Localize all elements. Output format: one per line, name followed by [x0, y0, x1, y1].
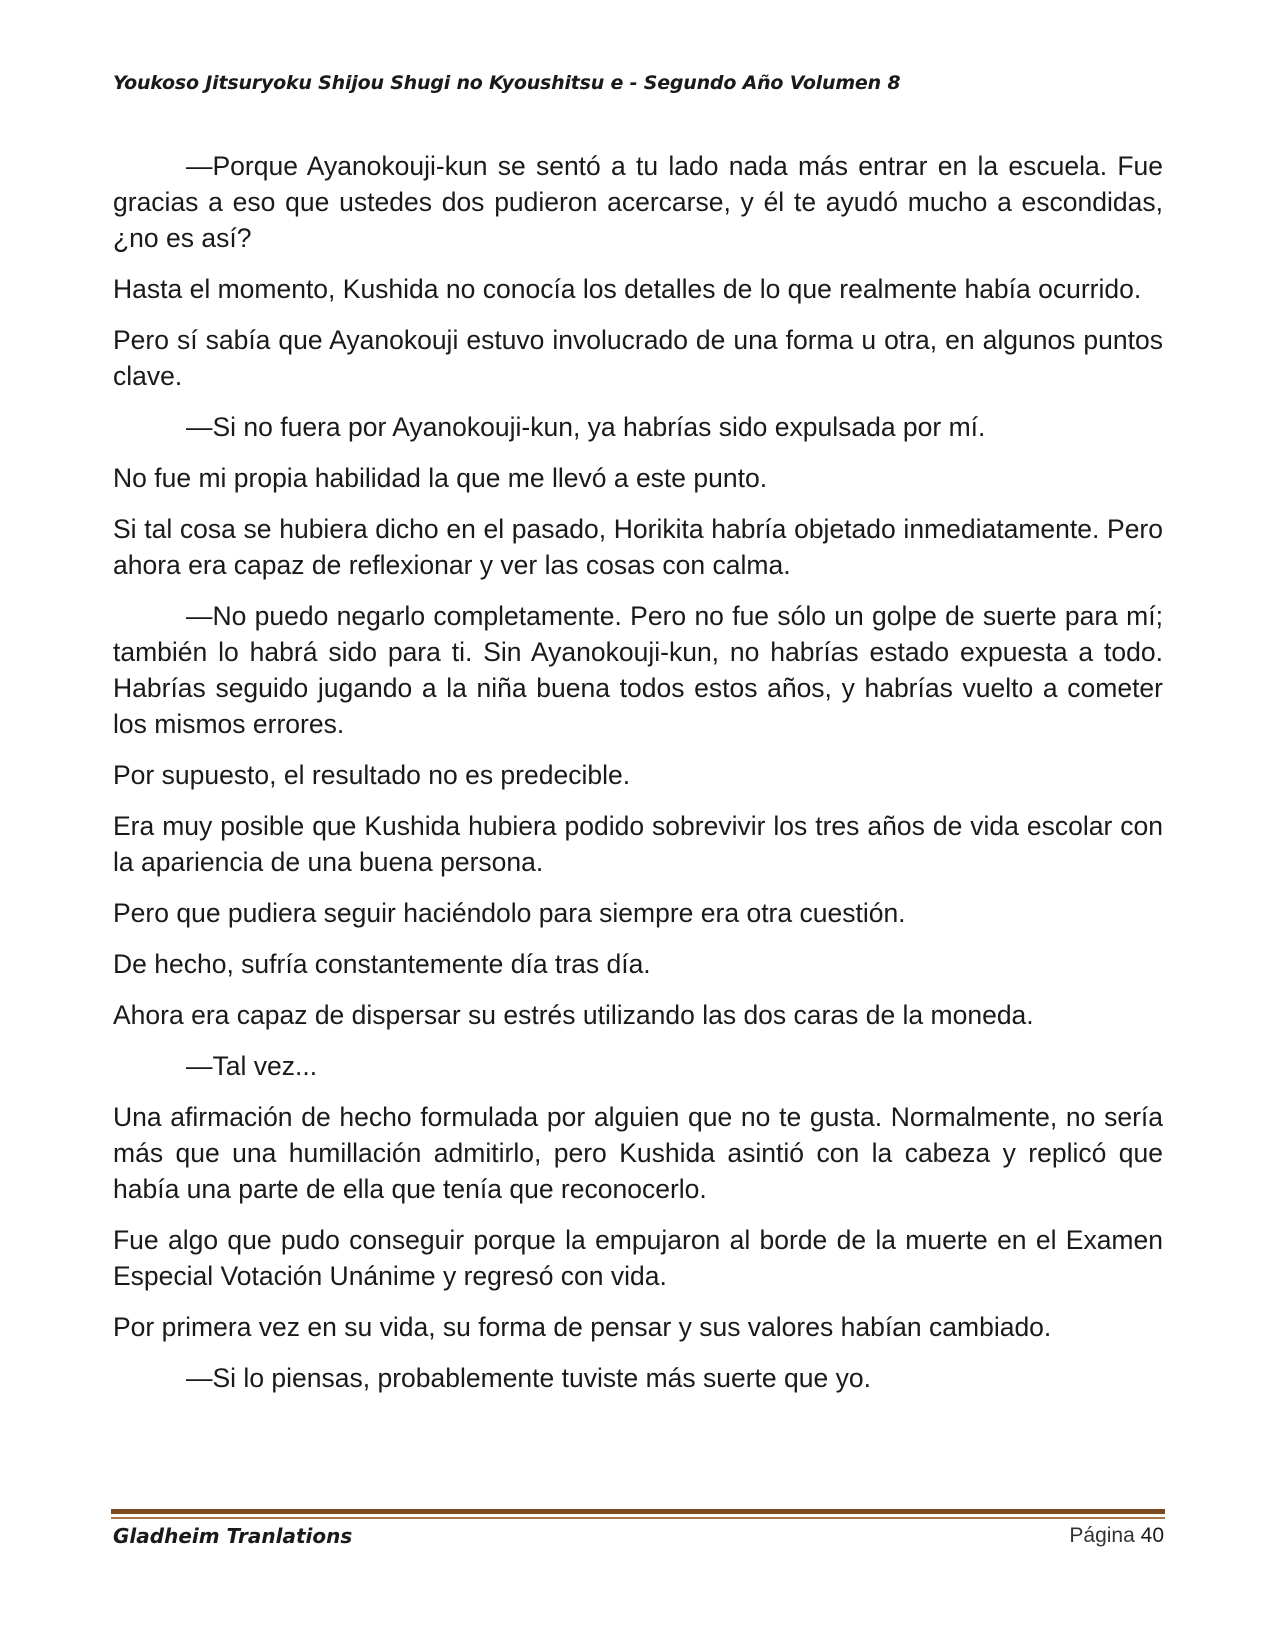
paragraph: Fue algo que pudo conseguir porque la empujaron al borde de la muerte en el Examen Especial Votación Unánime y regresó con vida.: [113, 1225, 1163, 1291]
page-number: 40: [1140, 1524, 1164, 1547]
paragraph: No fue mi propia habilidad la que me llevó a este punto.: [113, 463, 768, 493]
paragraph-dialogue: —No puedo negarlo completamente. Pero no fue sólo un golpe de suerte para mí; también lo habrá sido para ti. Sin Ayanokouji-kun, no habrías estado expuesta a todo. Habrías seguido jugando a la niña buena todos estos años, y habrías vuelto a cometer los mismos errores.: [113, 601, 1163, 739]
paragraph-dialogue: —Si no fuera por Ayanokouji-kun, ya habrías sido expulsada por mí.: [186, 412, 986, 442]
page-number-label: [1069, 1524, 1164, 1548]
footer-divider-thick: [111, 1509, 1165, 1514]
page-body: [113, 148, 1163, 1411]
paragraph: Era muy posible que Kushida hubiera podido sobrevivir los tres años de vida escolar con la apariencia de una buena persona.: [113, 811, 1163, 877]
footer-credit: Gladheim Tranlations: [113, 1524, 353, 1548]
paragraph-dialogue: —Porque Ayanokouji-kun se sentó a tu lado nada más entrar en la escuela. Fue gracias a eso que ustedes dos pudieron acercarse, y él te ayudó mucho a escondidas, ¿no es así?: [113, 151, 1163, 253]
paragraph-dialogue: —Tal vez...: [186, 1051, 318, 1081]
paragraph: Si tal cosa se hubiera dicho en el pasado, Horikita habría objetado inmediatamente. Pero ahora era capaz de reflexionar y ver las cosas con calma.: [113, 514, 1163, 580]
paragraph: De hecho, sufría constantemente día tras día.: [113, 949, 651, 979]
paragraph: Por primera vez en su vida, su forma de pensar y sus valores habían cambiado.: [113, 1312, 1052, 1342]
paragraph: Pero que pudiera seguir haciéndolo para siempre era otra cuestión.: [113, 898, 906, 928]
paragraph: Una afirmación de hecho formulada por alguien que no te gusta. Normalmente, no sería más que una humillación admitirlo, pero Kushida asintió con la cabeza y replicó que había una parte de ella que tenía que reconocerlo.: [113, 1102, 1163, 1204]
paragraph: Pero sí sabía que Ayanokouji estuvo involucrado de una forma u otra, en algunos puntos clave.: [113, 325, 1163, 391]
paragraph: Ahora era capaz de dispersar su estrés utilizando las dos caras de la moneda.: [113, 1000, 1034, 1030]
footer-divider-thin: [111, 1517, 1165, 1519]
paragraph: Por supuesto, el resultado no es predecible.: [113, 760, 631, 790]
paragraph: Hasta el momento, Kushida no conocía los detalles de lo que realmente había ocurrido.: [113, 274, 1142, 304]
paragraph-dialogue: —Si lo piensas, probablemente tuviste más suerte que yo.: [186, 1363, 871, 1393]
running-header: Youkoso Jitsuryoku Shijou Shugi no Kyoushitsu e - Segundo Año Volumen 8: [113, 72, 901, 94]
page-word: Página: [1069, 1524, 1135, 1547]
